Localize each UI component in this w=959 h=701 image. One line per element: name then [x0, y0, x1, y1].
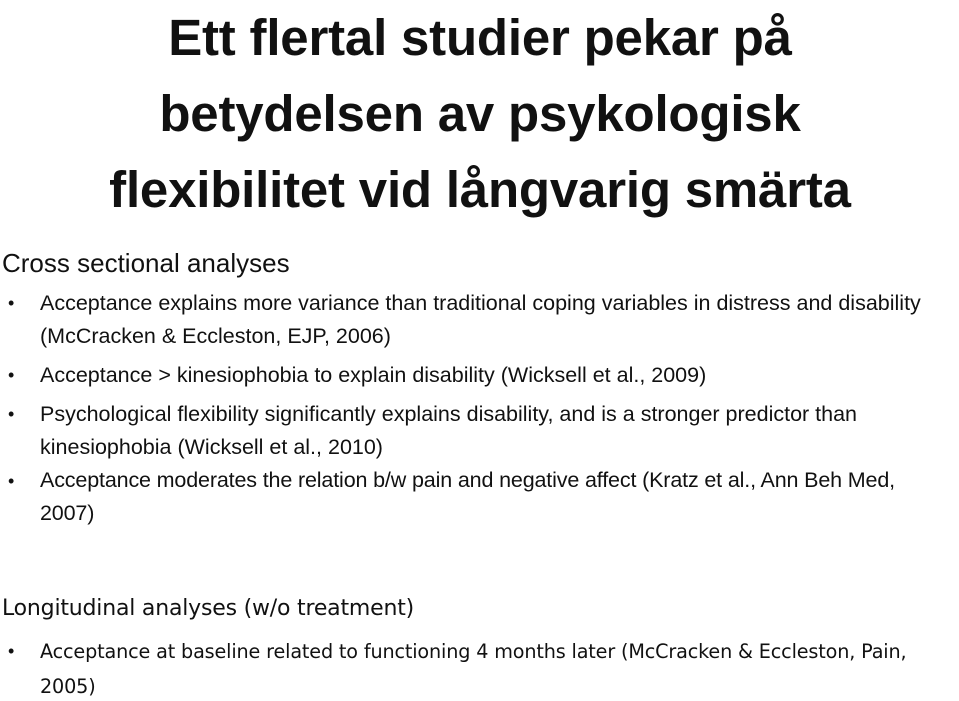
list-item-text: Acceptance > kinesiophobia to explain disability (Wicksell et al., 2009) [40, 363, 707, 387]
list-item-text: Acceptance at baseline related to functioning 4 months later (McCracken & Eccleston, Pain, 2005) [40, 640, 907, 698]
list-item [0, 398, 959, 464]
title-line-2: betydelsen av psykologisk [159, 85, 801, 142]
list-item-text: Psychological flexibility significantly explains disability, and is a stronger predictor than kinesiophobia (Wicksell et al., 2010) [40, 402, 857, 459]
longitudinal-heading: Longitudinal analyses (w/o treatment) [2, 596, 415, 621]
title-line-1: Ett flertal studier pekar på [168, 9, 792, 66]
list-item [0, 634, 959, 701]
list-item [0, 287, 959, 353]
list-item-text: Acceptance explains more variance than traditional coping variables in distress and disability (McCracken & Eccleston, EJP, 2006) [40, 291, 921, 348]
bullet-icon: • [8, 471, 15, 491]
longitudinal-list [0, 634, 959, 701]
bullet-icon: • [8, 293, 15, 313]
title-line-3: flexibilitet vid långvarig smärta [109, 161, 851, 218]
slide-title [40, 0, 920, 228]
bullet-icon: • [8, 641, 15, 661]
list-item [0, 464, 959, 530]
bullet-icon: • [8, 365, 15, 385]
cross-sectional-list [0, 287, 959, 536]
list-item-text: Acceptance moderates the relation b/w pain and negative affect (Kratz et al., Ann Beh Med, 2007) [40, 468, 895, 525]
cross-sectional-heading: Cross sectional analyses [2, 248, 290, 278]
list-item [0, 359, 959, 392]
bullet-icon: • [8, 404, 15, 424]
